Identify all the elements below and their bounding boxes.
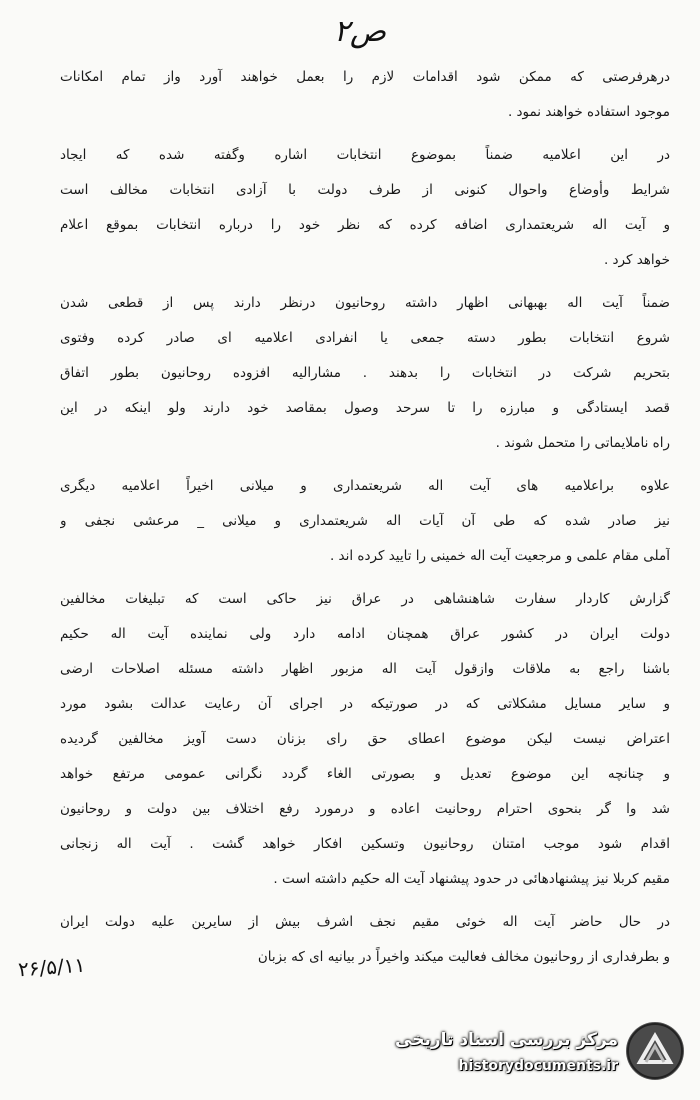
text-line: علاوه براعلامیه های آیت اله شریعتمداری و میلانی اخیراً اعلامیه دیگری xyxy=(60,478,670,494)
text-line: درهرفرصتی که ممکن شود اقدامات لازم را بعمل خواهند آورد واز تمام امکانات xyxy=(60,69,670,85)
text-line: قصد ایستادگی و مبارزه را تا سرحد وصول بمقاصد خود دارند ولو اینکه در این xyxy=(60,400,670,416)
margin-date-note: ۲۶/۵/۱۱ xyxy=(17,952,86,982)
text-line: و سایر مسایل مشکلاتی که در صورتیکه در اجرای آن رعایت عدالت بشود مورد xyxy=(60,696,670,712)
text-line: آملی مقام علمی و مرجعیت آیت اله خمینی را تایید کرده اند . xyxy=(329,548,670,564)
archive-logo-icon xyxy=(626,1022,684,1080)
watermark-url: historydocuments.ir xyxy=(458,1058,618,1074)
text-line: خواهد کرد . xyxy=(603,252,670,268)
text-line: راه ناملایماتی را متحمل شوند . xyxy=(495,435,670,451)
text-line: ضمناً آیت اله بهبهانی اظهار داشته روحانیون درنظر دارند پس از قطعی شدن xyxy=(60,295,670,311)
text-line: مقیم کربلا نیز پیشنهادهائی در حدود پیشنهاد آیت اله حکیم داشته است . xyxy=(273,871,670,887)
watermark-title: مرکز بررسی اسناد تاریخی xyxy=(395,1030,618,1050)
text-line: شروع انتخابات بطور دسته جمعی یا انفرادی اعلامیه ای صادر کرده وفتوی xyxy=(60,330,670,346)
text-line: گزارش کاردار سفارت شاهنشاهی در عراق نیز حاکی است که تبلیغات مخالفین xyxy=(60,591,670,607)
text-line: بتحریم شرکت در انتخابات را بدهند . مشارالیه افزوده روحانیون بطور اتفاق xyxy=(60,365,670,381)
text-line: شد وا گر بنحوی احترام روحانیت اعاده و درمورد رفع اختلاف بین دولت و روحانیون xyxy=(60,801,670,817)
text-line: باشنا راجع به ملاقات وازقول آیت اله مزبور اظهار داشته مسئله اصلاحات ارضی xyxy=(60,661,670,677)
paragraph-gap xyxy=(60,278,670,286)
text-line: شرایط وأوضاع واحوال کنونی از طرف دولت با آزادی انتخابات مخالف است xyxy=(60,182,670,198)
text-line: موجود استفاده خواهند نمود . xyxy=(507,104,670,120)
text-line: دولت ایران در کشور عراق همچنان ادامه دارد ولی نماینده آیت اله حکیم xyxy=(60,626,670,642)
document-body xyxy=(60,60,670,975)
paragraph-gap xyxy=(60,574,670,582)
paragraph-gap xyxy=(60,130,670,138)
text-line: اعتراض نیست لیکن موضوع اعطای حق رای بزنان دست آویز مخالفین گردیده xyxy=(60,731,670,747)
page-number: ص۲ xyxy=(333,14,387,49)
text-line: در این اعلامیه ضمناً بموضوع انتخابات اشاره وگفته شده که ایجاد xyxy=(60,147,670,163)
text-line: و بطرفداری از روحانیون مخالف فعالیت میکند واخیراً در بیانیه ای که بزبان xyxy=(257,949,670,965)
text-line: و آیت اله شریعتمداری اضافه کرده که نظر خود را درباره انتخابات بموقع اعلام xyxy=(60,217,670,233)
text-line: در حال حاضر آیت اله خوئی مقیم نجف اشرف بیش از سایرین علیه دولت ایران xyxy=(60,914,670,930)
paragraph-gap xyxy=(60,461,670,469)
paragraph-gap xyxy=(60,897,670,905)
text-line: نیز صادر شده که طی آن آیات اله شریعتمداری و میلانی _ مرعشی نجفی و xyxy=(60,513,670,529)
text-line: و چنانچه این موضوع تعدیل و بصورتی الغاء گردد نگرانی عمومی مرتفع خواهد xyxy=(60,766,670,782)
text-line: اقدام شود موجب امتنان روحانیون وتسکین افکار خواهد گشت . آیت اله زنجانی xyxy=(60,836,670,852)
watermark xyxy=(392,1014,692,1094)
